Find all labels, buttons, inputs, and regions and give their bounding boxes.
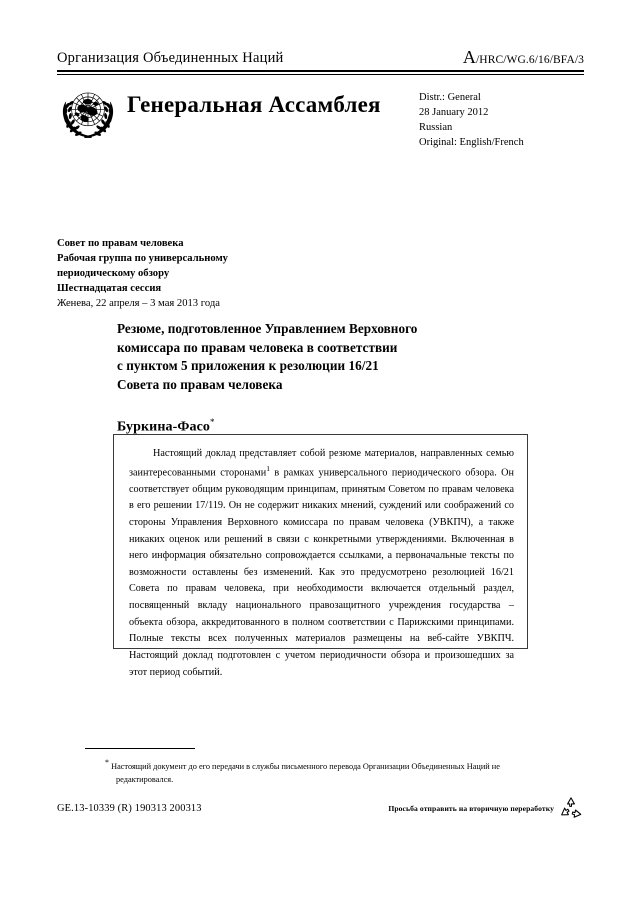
session-number: Шестнадцатая сессия <box>57 283 162 295</box>
recycle-icon <box>558 795 584 821</box>
abstract-part-2: в рамках универсального периодического обзора. Он соответствует общим руководящим принципам, принятым Советом по правам человека в его решении 17/119. Он не содержит никаких мнений, суждений или соображений со стороны Управления Верховного комиссара по правам человека (УВКПЧ), а также никаких оценок или решений в связи с конкретными утверждениями. Включенная в него информация обязательно сопровождается ссылками, а первоначальные тексты по возможности оставлены без изменений. Как это предусмотрено резолюцией 16/21 Совета по правам человека, при необходимости включается отдельный раздел, посвященный вкладу национального правозащитного учреждения государства – объекта обзора, аккредитованного в полном соответствии с Парижскими принципами. Полные тексты всех полученных материалов размещены на веб-сайте УВКПЧ. Настоящий доклад подготовлен с учетом периодичности обзора и произошедших за этот период событий. <box>129 467 514 678</box>
general-assembly-title: Генеральная Ассамблея <box>127 91 381 117</box>
page-title-line-2: комиссара по правам человека в соответствии <box>117 339 398 355</box>
session-dates: Женева, 22 апреля – 3 мая 2013 года <box>57 298 220 310</box>
abstract-box <box>113 434 528 678</box>
job-number: GE.13-10339 (R) 190313 200313 <box>57 802 202 814</box>
footnote <box>105 757 516 786</box>
council-name: Совет по правам человека <box>57 238 184 249</box>
distr-original: Original: English/French <box>419 137 524 149</box>
document-symbol-rest: /HRC/WG.6/16/BFA/3 <box>476 54 584 66</box>
distr-line: Distr.: General <box>419 91 481 103</box>
distr-date: 28 January 2012 <box>419 106 489 118</box>
country-label: Буркина-Фасо <box>117 419 210 435</box>
title-block <box>117 320 517 436</box>
footnote-marker: * <box>105 758 109 767</box>
page-title-line-1: Резюме, подготовленное Управлением Верховного <box>117 321 418 336</box>
abstract-footnote-marker: 1 <box>266 463 270 473</box>
page-title-line-3: с пунктом 5 приложения к резолюции 16/21 <box>117 358 379 374</box>
page-title-line-4: Совета по правам человека <box>117 377 283 393</box>
document-symbol <box>463 48 584 67</box>
document-symbol-letter: A <box>462 47 477 67</box>
country-name <box>117 417 517 436</box>
distribution-block <box>419 90 584 151</box>
organization-name: Организация Объединенных Наций <box>57 50 284 67</box>
recycle-text: Просьба отправить на вторичную переработку <box>388 803 554 813</box>
country-footnote-marker: * <box>210 416 215 427</box>
page-footer <box>57 795 584 821</box>
abstract-text <box>129 446 514 681</box>
page-title <box>117 320 517 395</box>
working-group-line-1: Рабочая группа по универсальному <box>57 253 228 265</box>
un-emblem-icon <box>57 85 119 141</box>
masthead <box>57 48 584 151</box>
masthead-rule-thin <box>57 74 584 75</box>
footnote-separator <box>85 748 195 749</box>
masthead-top-row <box>57 48 584 70</box>
council-block <box>57 236 457 311</box>
masthead-body-row <box>57 84 584 151</box>
masthead-rule-thick <box>57 70 584 72</box>
recycle-notice <box>388 795 584 821</box>
working-group-line-2: периодическому обзору <box>57 268 170 280</box>
abstract-part-1: Настоящий доклад представляет собой резюме материалов, направленных семью заинтересованными сторонами <box>129 448 514 479</box>
distr-language: Russian <box>419 122 453 134</box>
footnote-text: Настоящий документ до его передачи в службы письменного перевода Организации Объединенных Наций не редактировался. <box>111 761 500 784</box>
